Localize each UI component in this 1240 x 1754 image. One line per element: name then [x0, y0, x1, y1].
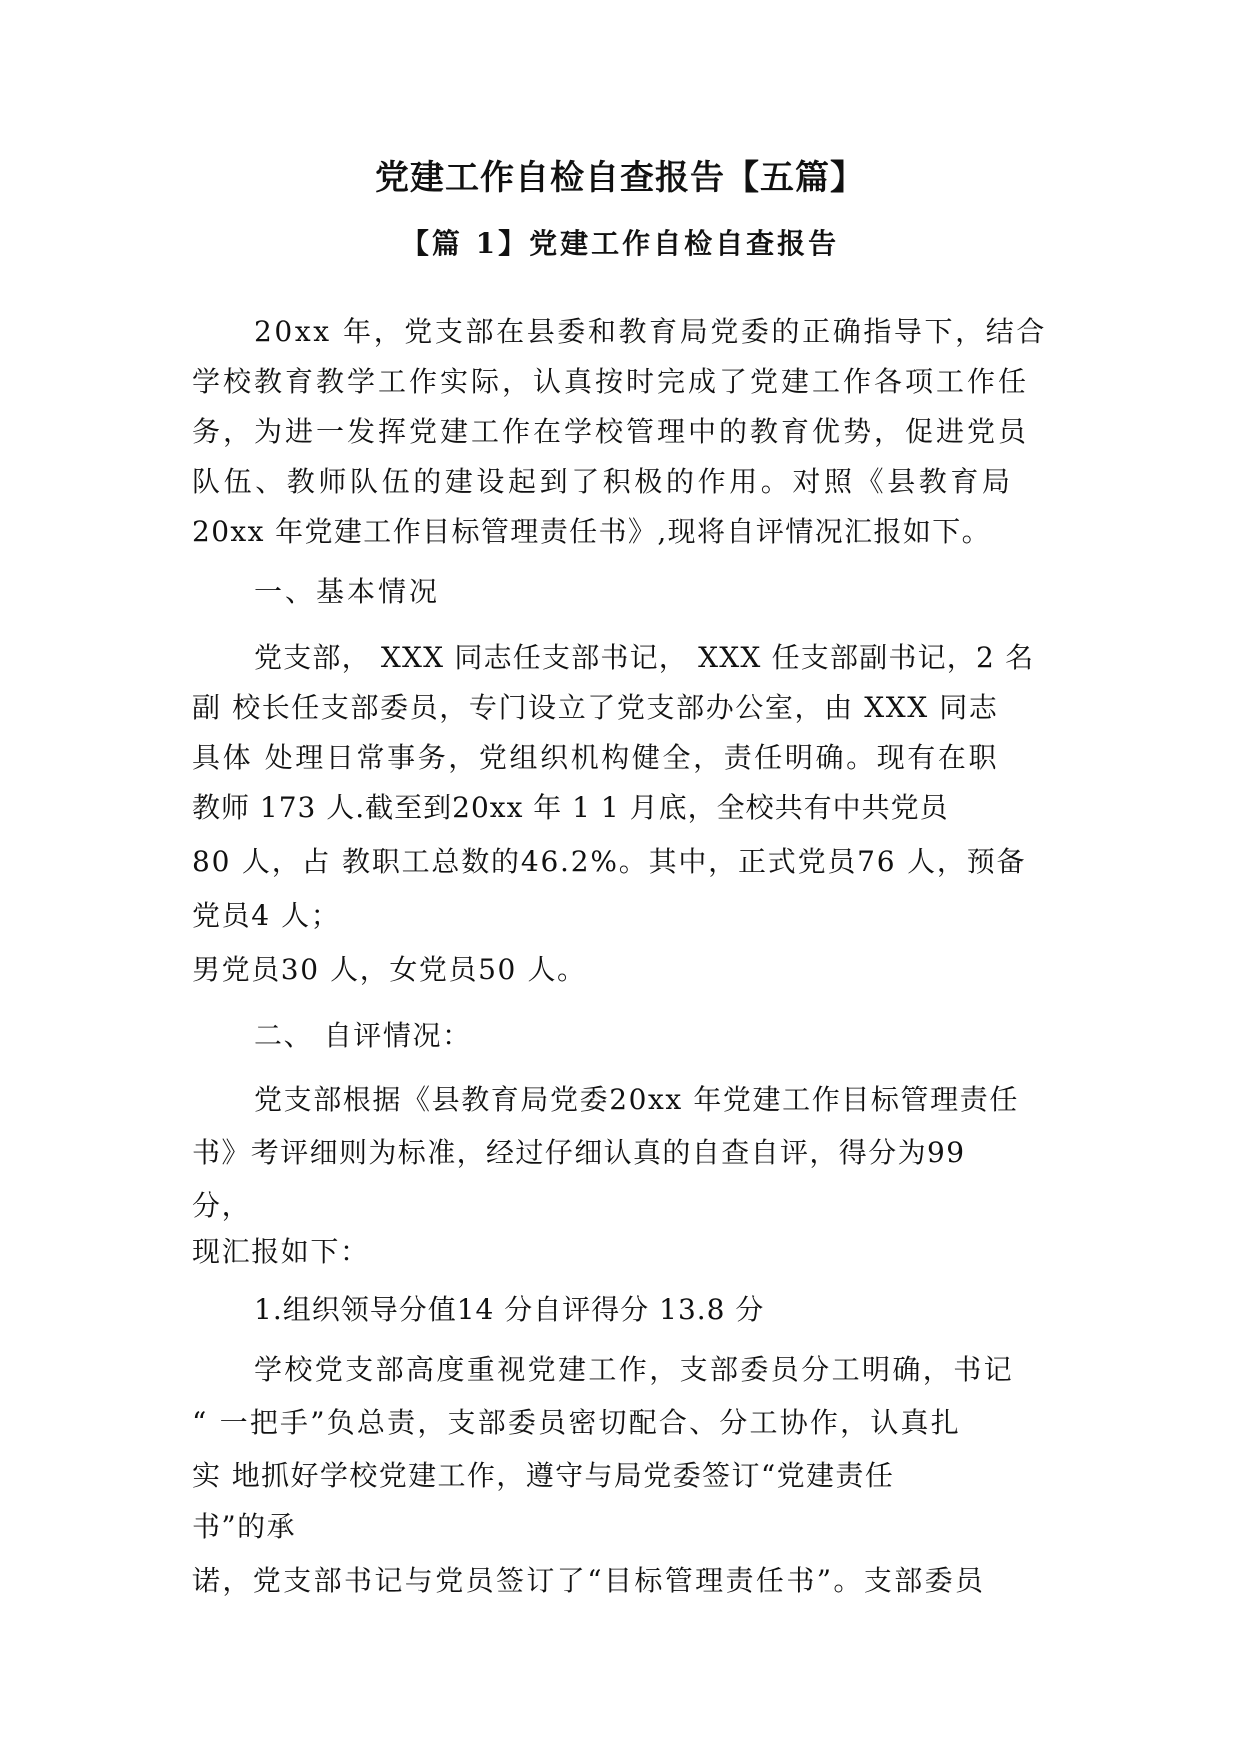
body-line: 党支部根据《县教育局党委20xx 年党建工作目标管理责任 — [254, 1083, 1019, 1116]
body-line: 教师 173 人.截至到20xx 年 1 1 月底，全校共有中共党员 — [192, 791, 949, 824]
body-line: 分， — [192, 1189, 252, 1222]
body-line: 务，为进一发挥党建工作在学校管理中的教育优势，促进党员 — [192, 415, 1030, 448]
body-line: 20xx 年，党支部在县委和教育局党委的正确指导下，结合 — [254, 315, 1047, 348]
section-subtitle: 【篇 1】党建工作自检自查报告 — [400, 227, 840, 260]
body-line: 书》考评细则为标准，经过仔细认真的自查自评，得分为99 — [192, 1136, 966, 1169]
body-line: 党支部， XXX 同志任支部书记， XXX 任支部副书记，2 名 — [254, 641, 1035, 674]
body-line: 80 人，占 教职工总数的46.2%。其中，正式党员76 人，预备 — [192, 845, 1027, 878]
section-heading: 1.组织领导分值14 分自评得分 13.8 分 — [254, 1293, 765, 1326]
body-line: 书”的承 — [192, 1510, 296, 1543]
body-line: 学校党支部高度重视党建工作，支部委员分工明确，书记 — [254, 1353, 1015, 1386]
body-line: 现汇报如下： — [192, 1235, 370, 1268]
body-line: 诺，党支部书记与党员签订了“目标管理责任书”。支部委员 — [192, 1564, 986, 1597]
body-line: 副 校长任支部委员，专门设立了党支部办公室，由 XXX 同志 — [192, 691, 999, 724]
body-line: 男党员30 人，女党员50 人。 — [192, 953, 587, 986]
body-line: “ 一把手”负总责，支部委员密切配合、分工协作，认真扎 — [192, 1406, 961, 1439]
section-heading: 二、 自评情况： — [254, 1019, 472, 1052]
body-line: 具体 处理日常事务，党组织机构健全，责任明确。现有在职 — [192, 741, 1000, 774]
body-line: 20xx 年党建工作目标管理责任书》,现将自评情况汇报如下。 — [192, 515, 992, 548]
body-line: 队伍、教师队伍的建设起到了积极的作用。对照《县教育局 — [192, 465, 1014, 498]
body-line: 学校教育教学工作实际，认真按时完成了党建工作各项工作任 — [192, 365, 1030, 398]
body-line: 实 地抓好学校党建工作，遵守与局党委签订“党建责任 — [192, 1459, 895, 1492]
body-line: 党员4 人； — [192, 899, 341, 932]
section-heading: 一、基本情况 — [254, 575, 441, 608]
document-title: 党建工作自检自查报告【五篇】 — [375, 158, 865, 198]
